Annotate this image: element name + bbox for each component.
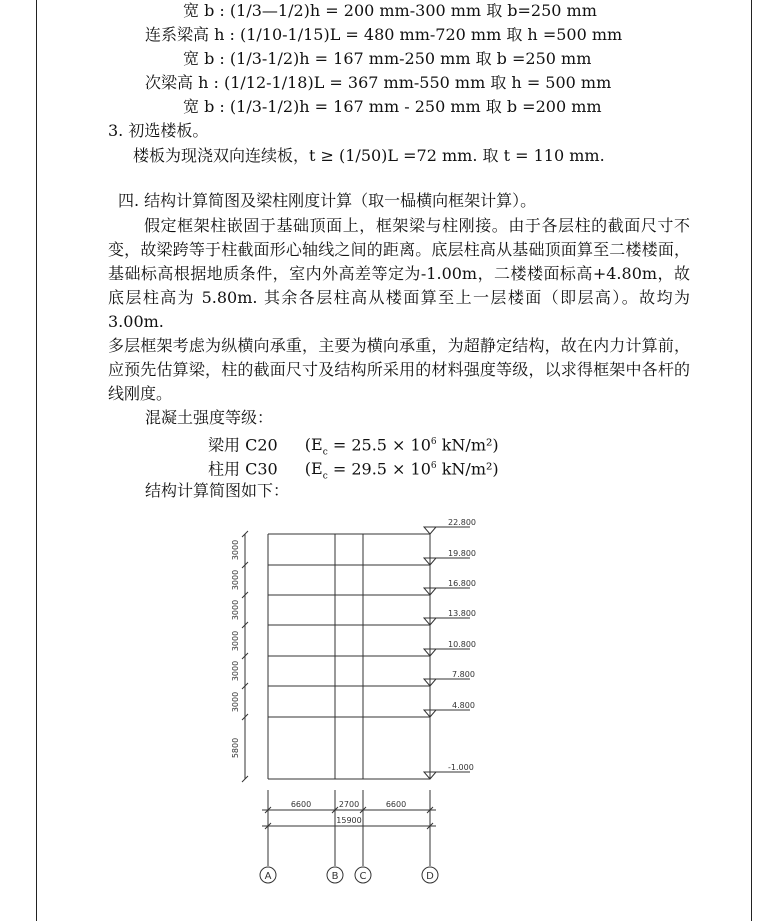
story-height-label: 3000 xyxy=(231,691,240,713)
span-label: 2700 xyxy=(338,800,360,809)
beam-modulus-value: = 25.5 × 10 xyxy=(327,435,431,455)
axis-label-a: A xyxy=(264,871,272,882)
elevation-label: 7.800 xyxy=(452,670,475,679)
axis-label-b: B xyxy=(331,871,339,882)
beam-modulus-prefix: (E xyxy=(304,435,323,455)
span-label: 6600 xyxy=(290,800,312,809)
column-modulus-prefix: (E xyxy=(304,459,323,479)
column-grade: 柱用 C30 xyxy=(208,459,278,479)
elevation-label: 16.800 xyxy=(448,579,476,588)
beam-modulus-unit: kN/m²) xyxy=(436,435,499,455)
story-height-label: 3000 xyxy=(231,630,240,652)
secondary-beam-height-line: 次梁高 h : (1/12-1/18)L = 367 mm-550 mm 取 h = 500 mm xyxy=(145,73,612,92)
beam-width-line-3: 宽 b : (1/3-1/2)h = 167 mm - 250 mm 取 b =200 mm xyxy=(183,97,602,116)
diagram-title: 结构计算简图如下： xyxy=(145,481,290,500)
elevation-label: 22.800 xyxy=(448,518,476,527)
story-height-label: 3000 xyxy=(231,660,240,682)
elevation-label: 10.800 xyxy=(448,640,476,649)
beam-width-line-2: 宽 b : (1/3-1/2)h = 167 mm-250 mm 取 b =250 mm xyxy=(183,49,592,68)
column-modulus-exp: 6 xyxy=(430,461,437,471)
story-height-label: 5800 xyxy=(231,737,240,759)
paragraph-loading: 多层框架考虑为纵横向承重，主要为横向承重，为超静定结构，故在内力计算前，应预先估算梁，柱的截面尺寸及结构所采用的材料强度等级，以求得框架中各杆的线刚度。 xyxy=(108,336,690,403)
elevation-label: -1.000 xyxy=(448,763,474,772)
axis-label-d: D xyxy=(426,871,434,882)
elevation-markers xyxy=(424,527,470,779)
story-height-label: 3000 xyxy=(231,539,240,561)
story-height-label: 3000 xyxy=(231,569,240,591)
concrete-grade-title: 混凝土强度等级： xyxy=(145,408,274,427)
elevation-label: 13.800 xyxy=(448,609,476,618)
beam-grade: 梁用 C20 xyxy=(208,435,278,455)
section-4-heading: 四. 结构计算简图及梁柱刚度计算（取一榀横向框架计算）。 xyxy=(118,191,537,210)
column-modulus-unit: kN/m²) xyxy=(436,459,499,479)
beam-modulus-sub: c xyxy=(322,447,328,458)
story-height-label: 3000 xyxy=(231,599,240,621)
tie-beam-height-line: 连系梁高 h : (1/10-1/15)L = 480 mm-720 mm 取 h =500 mm xyxy=(145,25,623,44)
column-modulus-value: = 29.5 × 10 xyxy=(327,459,431,479)
beam-width-line-1: 宽 b : (1/3—1/2)h = 200 mm-300 mm 取 b=250 mm xyxy=(183,1,597,20)
axis-label-c: C xyxy=(359,871,367,882)
column-modulus-sub: c xyxy=(322,471,328,482)
beam-modulus-exp: 6 xyxy=(430,437,437,447)
total-span-label: 15900 xyxy=(336,816,362,825)
elevation-label: 4.800 xyxy=(452,701,475,710)
span-label: 6600 xyxy=(385,800,407,809)
paragraph-frame-assumption: 假定框架柱嵌固于基础顶面上，框架梁与柱刚接。由于各层柱的截面尺寸不变，故梁跨等于柱截面形心轴线之间的距离。底层柱高从基础顶面算至二楼楼面，基础标高根据地质条件，室内外高差等定为-1.00m，二楼楼面标高+4.80m，故底层柱高为 5.80m. 其余各层柱高从楼面算至上一层楼面（即层高）。故均为 3.00m. xyxy=(108,216,690,331)
slab-line: 楼板为现浇双向连续板，t ≥ (1/50)L =72 mm. 取 t = 110 mm. xyxy=(133,146,605,165)
elevation-label: 19.800 xyxy=(448,549,476,558)
section-3-heading: 3. 初选楼板。 xyxy=(108,121,209,140)
